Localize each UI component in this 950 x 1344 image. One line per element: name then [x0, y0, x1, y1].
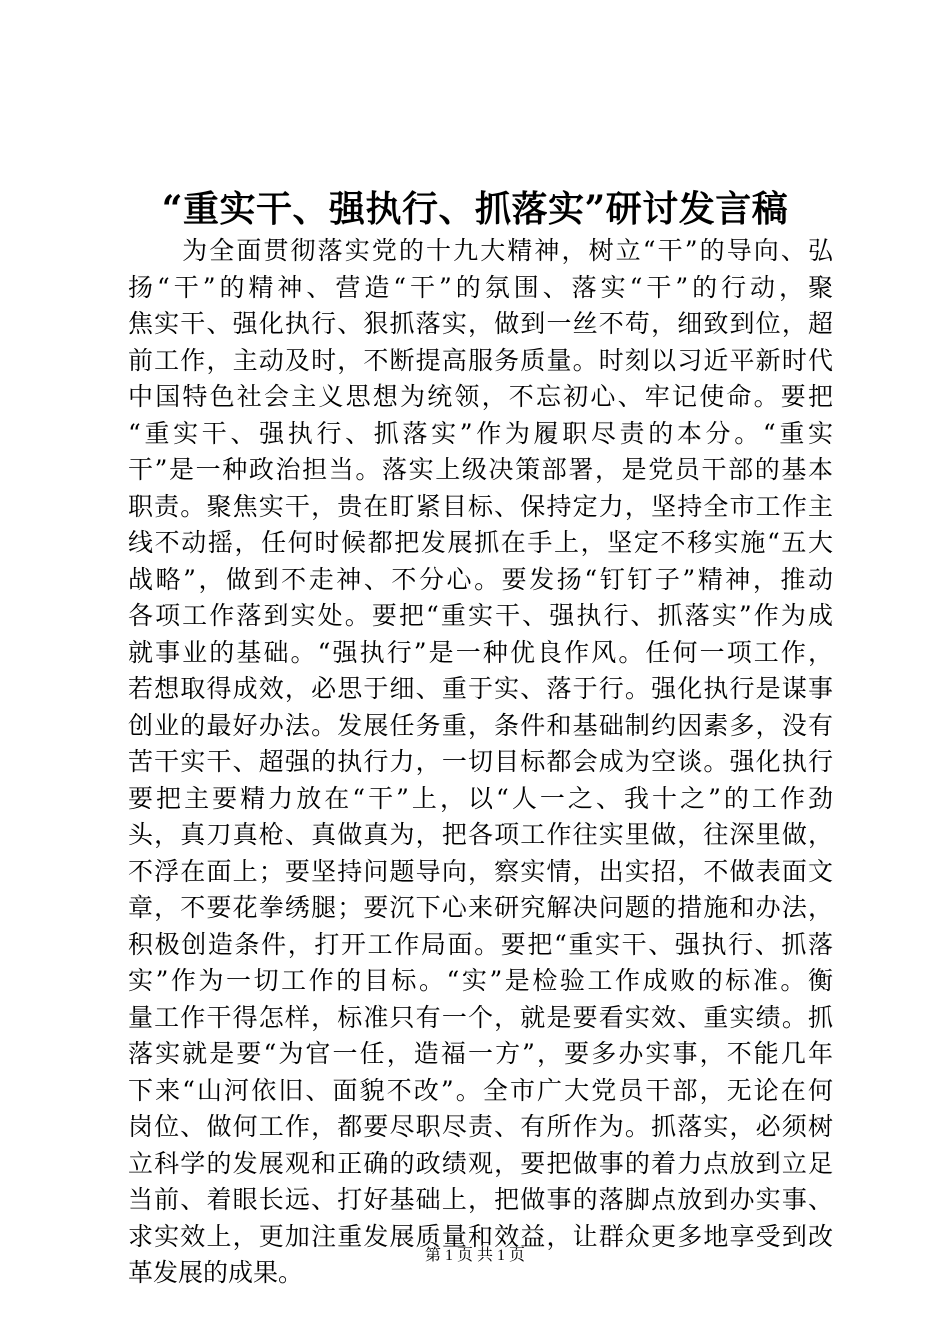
paragraph-line: 为全面贯彻落实党的十九大精神，树立“干”的导向、弘: [128, 236, 833, 265]
paragraph-line: 干”是一种政治担当。落实上级决策部署，是党员干部的基本: [128, 455, 833, 484]
paragraph-line: 下来“山河依旧、面貌不改”。全市广大党员干部，无论在何: [128, 1075, 833, 1105]
paragraph-line: 要把主要精力放在“干”上，以“人一之、我十之”的工作劲: [128, 783, 833, 813]
body-paragraph: [128, 233, 833, 1292]
paragraph-line: 当前、着眼长远、打好基础上，把做事的落脚点放到办实事、: [128, 1185, 833, 1214]
paragraph-line: 线不动摇，任何时候都把发展抓在手上，坚定不移实施“五大: [128, 528, 833, 557]
page-number-footer: 第 1 页 共 1 页: [424, 1247, 525, 1264]
paragraph-line: 战略”，做到不走神、不分心。要发扬“钉钉子”精神，推动: [128, 564, 833, 594]
paragraph-line: 苦干实干、超强的执行力，一切目标都会成为空谈。强化执行: [128, 747, 833, 776]
paragraph-line: 若想取得成效，必思于细、重于实、落于行。强化执行是谋事: [128, 674, 833, 703]
paragraph-line: 扬“干”的精神、营造“干”的氛围、落实“干”的行动，聚: [128, 272, 833, 302]
paragraph-line: 革发展的成果。: [128, 1258, 304, 1287]
paragraph-line: 职责。聚焦实干，贵在盯紧目标、保持定力，坚持全市工作主: [128, 491, 833, 521]
paragraph-line: 创业的最好办法。发展任务重，条件和基础制约因素多，没有: [128, 710, 833, 740]
paragraph-line: 落实就是要“为官一任，造福一方”，要多办实事，不能几年: [128, 1039, 833, 1068]
paragraph-line: 就事业的基础。“强执行”是一种优良作风。任何一项工作，: [128, 637, 833, 667]
paragraph-line: 实”作为一切工作的目标。“实”是检验工作成败的标准。衡: [128, 966, 833, 995]
paragraph-line: 不浮在面上；要坚持问题导向，察实情，出实招，不做表面文: [128, 856, 833, 886]
paragraph-line: 中国特色社会主义思想为统领，不忘初心、牢记使命。要把: [128, 382, 833, 411]
paragraph-line: 求实效上，更加注重发展质量和效益，让群众更多地享受到改: [128, 1221, 833, 1251]
paragraph-line: 头，真刀真枪、真做真为，把各项工作往实里做，往深里做，: [128, 820, 833, 849]
paragraph-line: 量工作干得怎样，标准只有一个，就是要看实效、重实绩。抓: [128, 1002, 833, 1032]
page-title: “重实干、强执行、抓落实”研讨发言稿: [161, 188, 789, 230]
paragraph-line: 立科学的发展观和正确的政绩观，要把做事的着力点放到立足: [128, 1148, 833, 1178]
paragraph-line: 岗位、做何工作，都要尽职尽责、有所作为。抓落实，必须树: [128, 1112, 833, 1141]
paragraph-line: 积极创造条件，打开工作局面。要把“重实干、强执行、抓落: [128, 929, 833, 959]
paragraph-line: 焦实干、强化执行、狠抓落实，做到一丝不苟，细致到位，超: [128, 309, 833, 338]
paragraph-line: 前工作，主动及时，不断提高服务质量。时刻以习近平新时代: [128, 345, 833, 375]
paragraph-line: “重实干、强执行、抓落实”作为履职尽责的本分。“重实: [128, 418, 833, 448]
paragraph-line: 各项工作落到实处。要把“重实干、强执行、抓落实”作为成: [128, 601, 833, 630]
paragraph-line: 章，不要花拳绣腿；要沉下心来研究解决问题的措施和办法，: [128, 893, 833, 922]
